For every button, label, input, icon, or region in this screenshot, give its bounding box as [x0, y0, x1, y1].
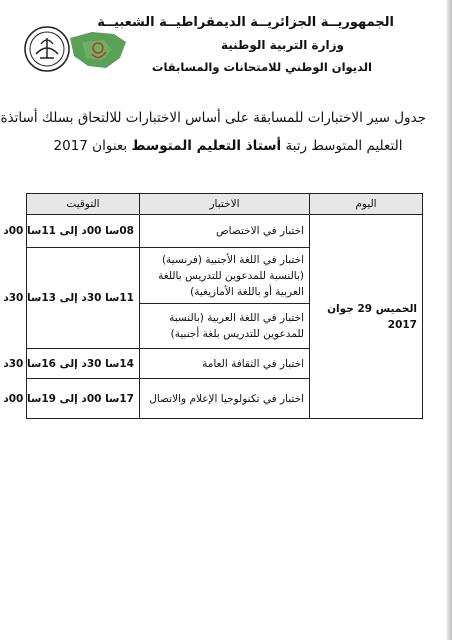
scan-edge-shadow: [446, 0, 452, 640]
title-line-2-suffix: بعنوان 2017: [53, 138, 132, 154]
exam-cell: اختبار في اللغة الأجنبية (فرنسية) (بالنسبة للمدعوين للتدريس باللغة العربية أو باللغة الأمازيغية): [140, 248, 310, 304]
day-cell: الخميس 29 جوان 2017: [310, 215, 423, 419]
document-header: [97, 15, 404, 74]
title-line-1: جدول سير الاختبارات للمسابقة على أساس الاختبارات للالتحاق بسلك أساتذة: [0, 110, 426, 126]
exam-schedule-table: [3, 193, 423, 419]
time-cell: 08سا 00د إلى 11سا 00د: [27, 215, 140, 248]
exam-cell: اختبار في الاختصاص: [140, 215, 310, 248]
exam-cell: اختبار في تكنولوجيا الإعلام والاتصال: [140, 379, 310, 419]
title-line-2-prefix: التعليم المتوسط رتبة: [281, 138, 403, 154]
title-line-2-rank: أستاذ التعليم المتوسط: [131, 138, 282, 154]
exam-cell: اختبار في اللغة العربية (بالنسبة للمدعوين للتدريس بلغة أجنبية): [140, 304, 310, 349]
time-cell: 14سا 30د إلى 16سا 30د: [27, 349, 140, 379]
republic-name: الجمهوريــة الجزائريــة الديمقراطيــة الشعبيــة: [97, 15, 394, 30]
header-time: التوقيت: [27, 194, 140, 215]
exam-cell: اختبار في الثقافة العامة: [140, 349, 310, 379]
table-header-row: [27, 194, 423, 215]
header-day: اليوم: [310, 194, 423, 215]
algeria-map-logo: [62, 28, 132, 72]
document-title: [0, 104, 426, 160]
ministry-name: وزارة التربية الوطنية: [220, 38, 344, 52]
table-row: [27, 215, 423, 248]
ministry-seal-logo: [22, 24, 72, 74]
header-exam: الاختبار: [140, 194, 310, 215]
time-cell: 17سا 00د إلى 19سا 00د: [27, 379, 140, 419]
title-line-2: [30, 132, 426, 160]
office-name: الديوان الوطني للامتحانات والمسابقات: [151, 60, 372, 74]
time-cell: 11سا 30د إلى 13سا 30د: [27, 248, 140, 349]
